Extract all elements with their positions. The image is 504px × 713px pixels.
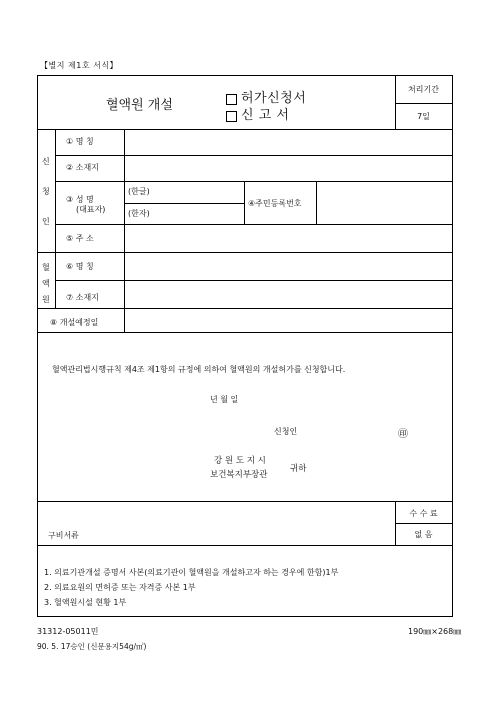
- statement: 혈액관리법시행규칙 제4조 제1항의 규정에 의하여 혈액원의 개설허가를 신청합니다.: [52, 365, 346, 374]
- doc-item-1: 1. 의료기관개설 증명서 사본(의료기관이 혈액원을 개설하고자 하는 경우에 한함)1부: [44, 568, 339, 577]
- doc-item-3: 3. 혈액원시설 현황 1부: [44, 598, 127, 607]
- applicant-sign-label: 신청인: [274, 427, 298, 436]
- applicant-side-1: 신: [42, 157, 50, 166]
- center-side-1: 혈: [42, 263, 50, 272]
- docs-label: 구비서류: [48, 531, 79, 540]
- report-checkbox[interactable]: [226, 111, 237, 122]
- rep-sub-label: (대표자): [76, 205, 106, 214]
- applicant-side-3: 인: [42, 217, 50, 226]
- open-date-label: ⑧ 개설예정일: [50, 318, 99, 327]
- processing-label: 처리기간: [408, 85, 439, 94]
- center-side-2: 액: [42, 279, 50, 288]
- rep-label: ③ 성 명: [66, 195, 94, 204]
- recipient-1: 강 원 도 지 시: [214, 456, 266, 466]
- hanja-label: (한자): [128, 209, 150, 218]
- form-title: 혈액원 개설: [106, 98, 173, 113]
- date-line: 년 월 일: [210, 395, 239, 404]
- form-code: 31312-05011민: [37, 627, 99, 636]
- applicant-side-2: 청: [42, 187, 50, 196]
- applicant-name-label: ① 명 칭: [66, 137, 94, 146]
- option-permit: 허가신청서: [226, 87, 306, 106]
- hangul-label: (한글): [128, 187, 150, 196]
- form-frame: [37, 75, 453, 617]
- processing-value: 7일: [417, 112, 430, 121]
- center-address-label: ⑦ 소재지: [66, 293, 99, 302]
- approval-note: 90. 5. 17승인 (신문용지54g/㎡): [37, 642, 147, 651]
- resident-no-label: ④주민등록번호: [248, 199, 302, 208]
- option-report: 신 고 서: [226, 104, 289, 123]
- doc-item-2: 2. 의료요원의 면허증 또는 자격증 사본 1부: [44, 583, 196, 592]
- center-name-label: ⑥ 명 칭: [66, 262, 94, 271]
- recipient-suffix: 귀하: [290, 464, 307, 474]
- center-side-3: 원: [42, 295, 50, 304]
- form-label: 【별지 제1호 서식】: [40, 61, 119, 70]
- seal-mark: ㊞: [398, 429, 408, 440]
- applicant-address-label: ② 소재지: [66, 163, 99, 172]
- recipient-2: 보건복지부장관: [210, 470, 268, 480]
- fee-label: 수 수 료: [409, 509, 438, 518]
- applicant-address2-label: ⑤ 주 소: [66, 234, 94, 243]
- fee-value: 없 음: [414, 530, 433, 539]
- paper-size: 190㎜×268㎜: [408, 627, 462, 636]
